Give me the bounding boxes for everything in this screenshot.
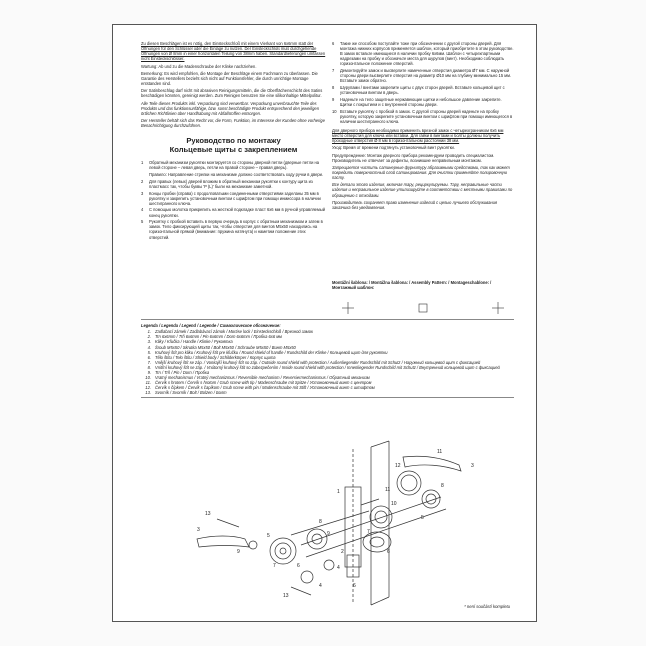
right-column	[332, 41, 514, 212]
ru-step: 1 Обратный механизм рукоятки монтируется со стороны дверной петли (дверные петли на левой стороне – левая дверь, петли на правой стороне – правая дверь).	[141, 160, 320, 171]
legend-item: 1. Zadlabací zámek / Zadlabávací zámok / Mortise lock / Einsteckschloß / Врезной замок	[147, 329, 313, 335]
callout-11: 11	[437, 449, 443, 455]
assembly-pattern	[332, 280, 514, 314]
legend-item: 11. Červík s hrotem / Červík s hrotom / Grub screw with tip / Madenschraube mit Spitze / Установочный винт с центром	[145, 380, 372, 386]
legend-item: 3. Kliky / Kľučka / Handle / Klinke / Рукоятка	[147, 339, 233, 345]
callout-1: 1	[337, 489, 340, 495]
callout-11: 11	[385, 487, 391, 493]
ru-paragraph: Производитель сохраняет право изменения изделий с целью лучшего обслуживания заказчика без уведомления.	[332, 199, 498, 210]
ru-step: 4 С помощью молотка прикрепить на жесткой подкладке пласт 6x6 мм в ручной управляемый конец рукоятки.	[141, 207, 325, 218]
ru-step: 6 Такие же способом поступайте тоже при обозначении с другой стороны дверей. Для монтажа нижних корпусов применяется шаблон, который приобретите в этом руководстве. В замок вставьте имеющиеся в наличии пробку 6х6мм. Шаблон с четырехпартными надрезами на пробку и обозначьте места для шурупов (винт). Необходимо соблюдать горизонтальное положение отверстий.	[332, 41, 514, 67]
assembly-pattern-label: Montážní šablona: / Montážna šablona: / Assembly Pattern: / Montageschablone: / Монтажный шаблон:	[332, 280, 492, 291]
cross-mark-icon	[342, 302, 354, 314]
footnote: * není součástí kompletu	[464, 604, 510, 609]
callout-3: 3	[197, 527, 200, 533]
ru-paragraph: Для дверного прибора необходимо применить врезной замок с четырехгранником 6х6 мм место отверстия для ключа или вставки. Для гайки в винтами и болты должны получить проходные отверстия Ø 8 мм в горизонтальном расстоянии 38 мм.	[332, 127, 504, 143]
de-paragraph-3: Bemerkung: Es wird empfohlen, die Montage der Beschläge einem Fachmann zu überlassen. Die Garantie des Herstellers bezieht sich nicht auf Funktionsfehler, die durch unrichtige Montage entstanden sind.	[141, 70, 318, 87]
callout-2: 2	[341, 549, 344, 555]
ru-step: 10 Вставьте рукоятку с пробкой в замок. С другой стороны дверей наденьте на пробку рукоятку, которую закрепите установочным винтом с шрифтом при помощи имеющегося в наличии шестигранного ключа.	[332, 108, 513, 124]
legend-item: 9. Trn / Trň / Pin / Dorn / Пробка	[147, 370, 210, 376]
callout-4: 4	[319, 583, 322, 589]
divider	[141, 397, 514, 398]
callout-10: 10	[391, 501, 397, 507]
legend-item: 8. Vnitřní kruhový štít se záp. / Vnútorný kruhový štít so zabezpečením / Inside round shield with protection / Innenliegender Rundschild mit Schutz / Внутренний кольцевой щит с фиксацией	[147, 364, 500, 370]
ru-step: Правило: Направление стрелки на механизме должно соответствовать ходу ручки в двери.	[149, 172, 324, 178]
pattern-marks	[332, 302, 514, 314]
legend-item: 2. Trn 6x6mm / Trň 6x6mm / Pin 6x6mm / Dorn 6x6mm / Пробка 6x6 мм	[147, 334, 282, 340]
callout-5: 5	[421, 515, 424, 521]
callout-13: 13	[205, 511, 211, 517]
divider	[141, 319, 514, 320]
de-paragraph-6: Der Hersteller behält sich das Recht vor, die Form, Funktion, im Interesse der Kunden ohne vorherige Benachrichtigung durchzuführen.	[141, 118, 325, 129]
ru-step: 5 Рукоятку с пробкой вставить в первую очередь в корпус с обратным механизмом и затем в замок. Тело фиксирующей щиты так, чтобы отверстия для винтов М5х50 находились на горизонтальной прямой (внимание: пружина натянута) и наметим положение этих отверстий.	[141, 219, 323, 240]
ru-paragraph: Все детали этого изделия, включая тару, рециркулируемы. Тару, неправильные части изделия и неправильное изделие утилизируйте в соответствии с местными правилами по обращению с отходами.	[332, 182, 513, 198]
cross-mark-icon	[492, 302, 504, 314]
ru-paragraph: Предупреждение: Монтаж дверного прибора рекомендуем проводить специалистом. Производитель не отвечает за дефекты, возникшие неправильным монтажом.	[332, 152, 495, 163]
callout-8: 8	[441, 483, 444, 489]
callout-9: 9	[327, 531, 330, 537]
instruction-sheet	[112, 24, 537, 622]
callout-5: 5	[267, 533, 270, 539]
ru-title: Руководство по монтажу Кольцевые щиты с закреплением	[169, 136, 298, 155]
legend-item: 10. Vratný mechanismus / Vratný mechanizmus / Reversible mechanism / Reversiermechanismus / Обратный механизм	[145, 375, 370, 381]
callout-12: 12	[395, 463, 401, 469]
ru-step: 7 Демонтируйте замок и высверлите намеченные отверстия диаметра Ø7 мм. С наружной стороны двери высверлите отверстия на диаметр Ø10 мм на глубину минимально 15 мм. Вставьте замок обратно.	[332, 68, 512, 84]
callout-13: 13	[283, 593, 289, 599]
legend-item: 7. Vnější kruhový štít se záp. / Vonkajší kruhový štít so záp. / Outside round shield with protection / Außenliegender Rundschild mit Schutz / Наружный кольцевой щит с фиксацией	[147, 359, 481, 365]
callout-8: 8	[319, 519, 322, 525]
de-paragraph-4: Der Satinbeschlag darf nicht mit abrasiven Reinigungsmitteln, die die Oberflächenschicht des Satins beschädigen könnten, gereinigt werden. Zum Reinigen benutzen Sie eine silikonhaltige Mittelpolitur.	[141, 88, 323, 99]
de-paragraph-2: Wartung: Ab und zu die Madenschraube der Klinke nachziehen.	[141, 63, 257, 69]
callout-7: 7	[367, 529, 370, 535]
callout-3: 3	[471, 463, 474, 469]
de-paragraph-5: Alle Teile dieses Produkts inkl. Verpackung sind verwertbar. Verpackung unverbrauchte Teile des Produkts und das funktionsunfähige, bzw. sonst beschädigte Produkt entsprechend den jeweiligen örtlichen Richtlinien über Handhabung mit Abfallstoffen entsorgen.	[141, 100, 319, 116]
left-column	[141, 41, 326, 241]
ru-step: 2 Для правых (левых) дверей вложим в обратный механизм рукоятки к контуру щита из пластмасс так, чтобы буквы 'P (L)' были на механизме заметной.	[141, 178, 313, 189]
callout-9: 9	[237, 549, 240, 555]
ru-step: 3 Концы пробки (справа) с продолговатыми соединенными отверстиями заделаны 35 мм в рукоятку и закрепить установочным винтом с шрифтом при помощи инмиссора в наличии шестигранного ключа.	[141, 190, 321, 206]
callout-7: 7	[273, 563, 276, 569]
ru-paragraph: Запрещается чистить сатинерные фурнитуру абразивными средствами, так как может повредить поверхностный слой сатинирования. Для очистки применяйте полировочную пасту.	[332, 164, 510, 181]
legend-item: 4. Šroub M5x50 / Skrutka M5x50 / Bolt M5x50 / Schraube M5x50 / Винт M5x50	[147, 344, 296, 350]
de-paragraph-1: Zu diesen Beschlägen ist es nötig, den Einsteckschloß mit einem Vierkant von 6x6mm statt der Öffnungen für den Schlüssel oder die Einlage zu nutzen. Der Einsteckschloß muß durchgehende Öffnungen von Ø 8mm in einer horizontalen Teilung von 38mm haben. Standardlieferungen umfassen nicht Einsteckschlösser.	[141, 41, 326, 62]
legend	[141, 323, 514, 396]
legend-item: 13. Svorník / Svorník / Bolt / Bolzen / Болт	[145, 390, 227, 396]
legend-item: 6. Tělo štítu / Telo štítu / Shield body / Schilderkörper / Корпус щита	[147, 354, 276, 360]
legend-item: 12. Červík s čípkem / Červík s čapíkom / Grub screw with pin / Madenschraube mit Stift / Установочный винт с штифтом	[145, 385, 375, 391]
callout-6: 6	[297, 563, 300, 569]
callout-6: 6	[387, 549, 390, 555]
callout-4: 4	[337, 565, 340, 571]
callout-6: 6	[353, 583, 356, 589]
ru-paragraph: Уход: Время от времени подтянуть установочный винт рукоятки.	[332, 145, 455, 151]
legend-item: 5. Kruhový štít pro kliku / Kruhový štít pre kľučku / Round shield of handle / Rundschild der Klinke / Кольцевой щит для рукоятки	[147, 349, 388, 355]
legend-title: Legenda / Legenda / Legend / Legende / Символическое обозначение:	[141, 323, 281, 328]
ru-step: 8 Шурупами / винтами закрепите щиты с двух сторон дверей. Вставьте кольцевой щит с установочным винтом в дверь.	[332, 84, 505, 96]
square-mark-icon	[417, 302, 429, 314]
exploded-assembly-diagram	[141, 427, 514, 613]
ru-step: 9 Наденьте на тело защитные нержавеющие щитки и небольшое давление закрепите. Щитки с покрытием и с внутренней стороны двери.	[332, 96, 502, 107]
